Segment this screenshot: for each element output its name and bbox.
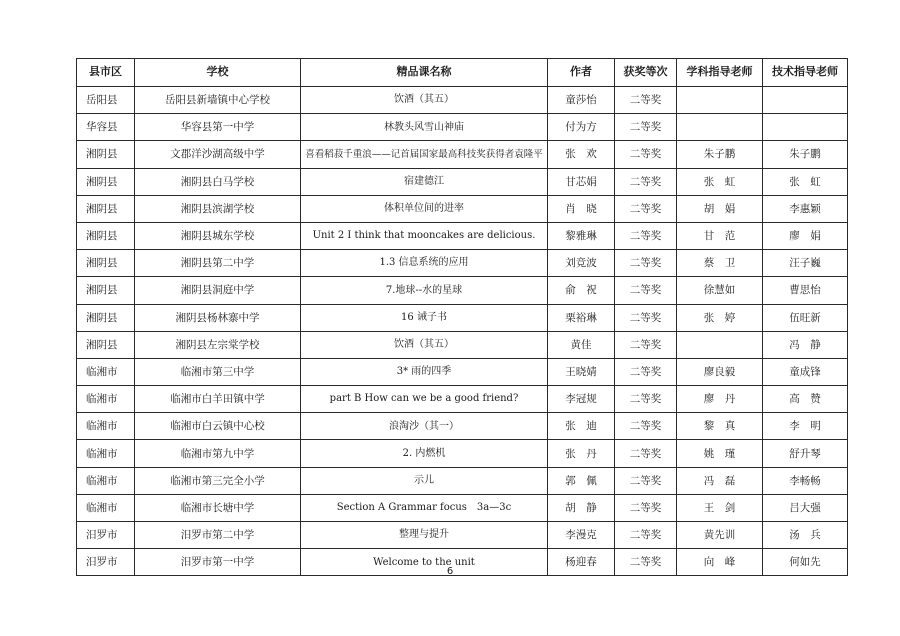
cell-tech-teacher: 吕大强 <box>763 494 848 521</box>
cell-author: 张 迪 <box>548 413 615 440</box>
cell-region: 岳阳县 <box>77 87 135 114</box>
cell-course: 饮酒（其五） <box>301 331 548 358</box>
cell-tech-teacher <box>763 114 848 141</box>
cell-award: 二等奖 <box>615 522 677 549</box>
header-tech-teacher: 技术指导老师 <box>763 59 848 87</box>
cell-subject-teacher: 廖 丹 <box>677 386 763 413</box>
cell-course: 3* 雨的四季 <box>301 358 548 385</box>
cell-school: 临湘市白云镇中心校 <box>135 413 301 440</box>
cell-region: 湘阴县 <box>77 168 135 195</box>
cell-award: 二等奖 <box>615 386 677 413</box>
cell-subject-teacher <box>677 87 763 114</box>
cell-tech-teacher: 何如先 <box>763 549 848 576</box>
cell-award: 二等奖 <box>615 114 677 141</box>
cell-school: 湘阴县城东学校 <box>135 222 301 249</box>
cell-school: 湘阴县杨林寨中学 <box>135 304 301 331</box>
table-row <box>77 522 848 549</box>
awards-table <box>76 58 848 576</box>
cell-award: 二等奖 <box>615 413 677 440</box>
header-subject-teacher: 学科指导老师 <box>677 59 763 87</box>
cell-award: 二等奖 <box>615 440 677 467</box>
header-course: 精品课名称 <box>301 59 548 87</box>
cell-school: 文郡洋沙湖高级中学 <box>135 141 301 168</box>
table-row <box>77 386 848 413</box>
cell-author: 杨迎春 <box>548 549 615 576</box>
cell-award: 二等奖 <box>615 494 677 521</box>
cell-author: 郭 佩 <box>548 467 615 494</box>
cell-school: 湘阴县洞庭中学 <box>135 277 301 304</box>
cell-course: 16 诫子书 <box>301 304 548 331</box>
cell-author: 付为方 <box>548 114 615 141</box>
cell-tech-teacher: 高 赞 <box>763 386 848 413</box>
cell-course: Section A Grammar focus 3a—3c <box>301 494 548 521</box>
cell-tech-teacher: 李惠颖 <box>763 195 848 222</box>
cell-course: part B How can we be a good friend? <box>301 386 548 413</box>
cell-region: 湘阴县 <box>77 331 135 358</box>
cell-region: 临湘市 <box>77 440 135 467</box>
cell-tech-teacher: 曹思怡 <box>763 277 848 304</box>
cell-author: 俞 祝 <box>548 277 615 304</box>
cell-author: 童莎怡 <box>548 87 615 114</box>
cell-course: 浪淘沙（其一） <box>301 413 548 440</box>
cell-tech-teacher: 张 虹 <box>763 168 848 195</box>
table-row <box>77 222 848 249</box>
cell-region: 湘阴县 <box>77 250 135 277</box>
cell-region: 临湘市 <box>77 386 135 413</box>
cell-author: 张 丹 <box>548 440 615 467</box>
cell-school: 临湘市长塘中学 <box>135 494 301 521</box>
cell-region: 华容县 <box>77 114 135 141</box>
cell-course: 2. 内燃机 <box>301 440 548 467</box>
cell-author: 甘芯娟 <box>548 168 615 195</box>
table-header <box>77 59 848 87</box>
cell-subject-teacher: 廖良毅 <box>677 358 763 385</box>
header-school: 学校 <box>135 59 301 87</box>
cell-subject-teacher: 胡 娟 <box>677 195 763 222</box>
cell-region: 湘阴县 <box>77 141 135 168</box>
cell-author: 李漫克 <box>548 522 615 549</box>
cell-tech-teacher: 伍旺新 <box>763 304 848 331</box>
cell-tech-teacher: 汪子巍 <box>763 250 848 277</box>
cell-award: 二等奖 <box>615 358 677 385</box>
cell-school: 湘阴县滨湖学校 <box>135 195 301 222</box>
cell-author: 肖 晓 <box>548 195 615 222</box>
cell-subject-teacher: 张 虹 <box>677 168 763 195</box>
cell-award: 二等奖 <box>615 250 677 277</box>
cell-tech-teacher: 舒升琴 <box>763 440 848 467</box>
cell-school: 临湘市白羊田镇中学 <box>135 386 301 413</box>
cell-course: 宿建德江 <box>301 168 548 195</box>
cell-course: 7.地球--水的星球 <box>301 277 548 304</box>
cell-subject-teacher <box>677 331 763 358</box>
cell-subject-teacher: 朱子鹏 <box>677 141 763 168</box>
table-row <box>77 168 848 195</box>
cell-subject-teacher <box>677 114 763 141</box>
header-row <box>77 59 848 87</box>
cell-tech-teacher: 冯 静 <box>763 331 848 358</box>
table-row <box>77 195 848 222</box>
cell-tech-teacher: 汤 兵 <box>763 522 848 549</box>
cell-course: 整理与提升 <box>301 522 548 549</box>
cell-author: 李冠规 <box>548 386 615 413</box>
cell-subject-teacher: 姚 瑾 <box>677 440 763 467</box>
table-row <box>77 114 848 141</box>
cell-school: 临湘市第三中学 <box>135 358 301 385</box>
cell-region: 临湘市 <box>77 494 135 521</box>
cell-school: 华容县第一中学 <box>135 114 301 141</box>
cell-school: 湘阴县左宗棠学校 <box>135 331 301 358</box>
cell-course: 体积单位间的进率 <box>301 195 548 222</box>
cell-region: 临湘市 <box>77 358 135 385</box>
cell-course: 1.3 信息系统的应用 <box>301 250 548 277</box>
cell-author: 栗裕琳 <box>548 304 615 331</box>
cell-region: 湘阴县 <box>77 277 135 304</box>
cell-region: 汨罗市 <box>77 549 135 576</box>
cell-subject-teacher: 黎 真 <box>677 413 763 440</box>
cell-subject-teacher: 徐慧如 <box>677 277 763 304</box>
cell-school: 湘阴县第二中学 <box>135 250 301 277</box>
cell-author: 张 欢 <box>548 141 615 168</box>
table-row <box>77 413 848 440</box>
cell-subject-teacher: 向 峰 <box>677 549 763 576</box>
table-body <box>77 87 848 576</box>
cell-course: Welcome to the unit <box>301 549 548 576</box>
table-row <box>77 141 848 168</box>
table-row <box>77 331 848 358</box>
cell-author: 刘竞波 <box>548 250 615 277</box>
cell-course: 林教头风雪山神庙 <box>301 114 548 141</box>
header-award: 获奖等次 <box>615 59 677 87</box>
cell-course: Unit 2 I think that mooncakes are delicious. <box>301 222 548 249</box>
table-row <box>77 467 848 494</box>
cell-award: 二等奖 <box>615 141 677 168</box>
cell-school: 汨罗市第二中学 <box>135 522 301 549</box>
cell-tech-teacher: 廖 娟 <box>763 222 848 249</box>
cell-region: 临湘市 <box>77 413 135 440</box>
cell-award: 二等奖 <box>615 331 677 358</box>
page-number: 6 <box>446 566 454 577</box>
cell-tech-teacher: 朱子鹏 <box>763 141 848 168</box>
header-region: 县市区 <box>77 59 135 87</box>
cell-tech-teacher <box>763 87 848 114</box>
header-author: 作者 <box>548 59 615 87</box>
cell-subject-teacher: 冯 磊 <box>677 467 763 494</box>
cell-subject-teacher: 张 婷 <box>677 304 763 331</box>
table-row <box>77 87 848 114</box>
cell-course: 饮酒（其五） <box>301 87 548 114</box>
cell-tech-teacher: 童成锋 <box>763 358 848 385</box>
cell-award: 二等奖 <box>615 277 677 304</box>
cell-award: 二等奖 <box>615 195 677 222</box>
cell-author: 黎雅琳 <box>548 222 615 249</box>
cell-school: 汨罗市第一中学 <box>135 549 301 576</box>
cell-school: 岳阳县新墙镇中心学校 <box>135 87 301 114</box>
cell-subject-teacher: 黄先训 <box>677 522 763 549</box>
cell-subject-teacher: 王 剑 <box>677 494 763 521</box>
table-row <box>77 250 848 277</box>
table-row <box>77 277 848 304</box>
table-row <box>77 304 848 331</box>
cell-author: 胡 静 <box>548 494 615 521</box>
cell-subject-teacher: 蔡 卫 <box>677 250 763 277</box>
cell-course: 喜看稻菽千重浪——记首届国家最高科技奖获得者袁隆平 <box>301 141 548 168</box>
cell-author: 黄佳 <box>548 331 615 358</box>
cell-award: 二等奖 <box>615 549 677 576</box>
cell-author: 王晓婧 <box>548 358 615 385</box>
cell-school: 湘阴县白马学校 <box>135 168 301 195</box>
cell-region: 湘阴县 <box>77 304 135 331</box>
table-row <box>77 358 848 385</box>
cell-award: 二等奖 <box>615 87 677 114</box>
cell-subject-teacher: 甘 范 <box>677 222 763 249</box>
cell-award: 二等奖 <box>615 304 677 331</box>
cell-region: 湘阴县 <box>77 222 135 249</box>
cell-tech-teacher: 李畅畅 <box>763 467 848 494</box>
table-row <box>77 440 848 467</box>
cell-award: 二等奖 <box>615 467 677 494</box>
cell-award: 二等奖 <box>615 222 677 249</box>
table-row <box>77 494 848 521</box>
cell-region: 湘阴县 <box>77 195 135 222</box>
cell-school: 临湘市第九中学 <box>135 440 301 467</box>
cell-region: 临湘市 <box>77 467 135 494</box>
cell-award: 二等奖 <box>615 168 677 195</box>
cell-tech-teacher: 李 明 <box>763 413 848 440</box>
cell-course: 示儿 <box>301 467 548 494</box>
cell-school: 临湘市第三完全小学 <box>135 467 301 494</box>
cell-region: 汨罗市 <box>77 522 135 549</box>
